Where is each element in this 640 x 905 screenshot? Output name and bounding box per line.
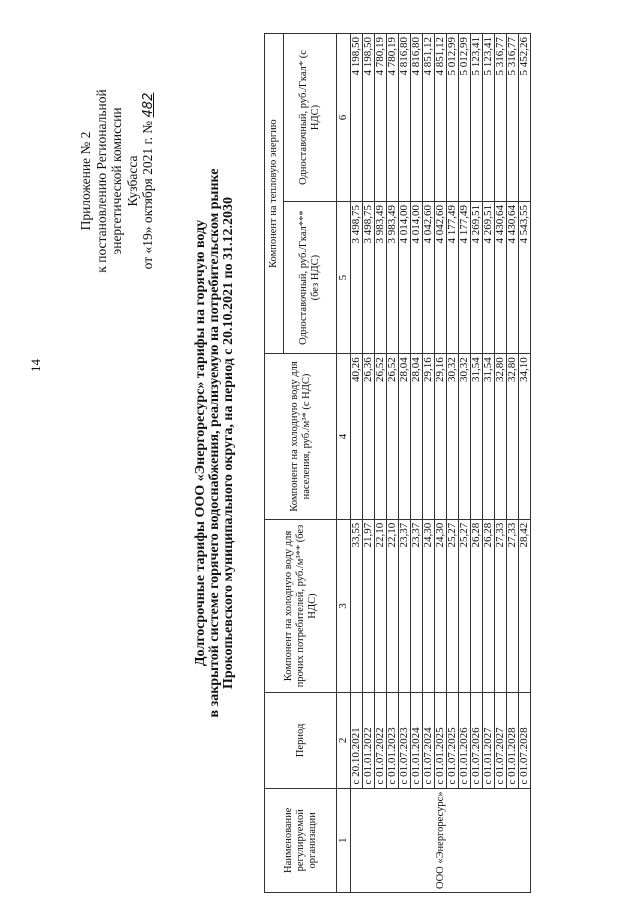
header-heat-group: Компонент на тепловую энергию xyxy=(265,34,284,354)
period-cell: с 01.07.2026 xyxy=(471,693,483,788)
cold-population-cell: 32,80 xyxy=(507,354,519,519)
approval-date-line xyxy=(140,31,157,331)
heat-no-vat-cell: 4 269,51 xyxy=(471,201,483,353)
heat-vat-cell: 5 123,41 xyxy=(483,34,495,202)
heat-vat-cell: 4 780,19 xyxy=(387,34,399,202)
approval-block xyxy=(78,31,157,331)
heat-no-vat-cell: 3 498,75 xyxy=(363,201,375,353)
cold-population-cell: 30,32 xyxy=(459,354,471,519)
heat-vat-cell: 4 851,12 xyxy=(435,34,447,202)
heat-no-vat-cell: 4 430,64 xyxy=(507,201,519,353)
cold-population-cell: 31,54 xyxy=(483,354,495,519)
index-row xyxy=(337,34,351,893)
heat-no-vat-cell: 4 014,00 xyxy=(399,201,411,353)
period-cell: с 01.01.2026 xyxy=(459,693,471,788)
cold-population-cell: 29,16 xyxy=(423,354,435,519)
table-row xyxy=(471,34,483,893)
heat-vat-cell: 4 780,19 xyxy=(375,34,387,202)
index-cell: 6 xyxy=(337,34,351,202)
page-number: 14 xyxy=(28,359,43,372)
heat-vat-cell: 4 851,12 xyxy=(423,34,435,202)
cold-population-cell: 34,10 xyxy=(519,354,531,519)
heat-no-vat-cell: 4 014,00 xyxy=(411,201,423,353)
cold-other-cell: 25,27 xyxy=(447,519,459,693)
header-heat-vat: Одноставочный, руб./Гкал* (с НДС) xyxy=(284,34,337,202)
period-cell: с 01.01.2027 xyxy=(483,693,495,788)
period-cell: с 01.07.2027 xyxy=(495,693,507,788)
heat-vat-cell: 5 123,41 xyxy=(471,34,483,202)
cold-other-cell: 24,30 xyxy=(435,519,447,693)
cold-other-cell: 22,10 xyxy=(375,519,387,693)
cold-other-cell: 26,28 xyxy=(483,519,495,693)
heat-vat-cell: 4 816,80 xyxy=(399,34,411,202)
period-cell: с 01.01.2023 xyxy=(387,693,399,788)
header-period: Период xyxy=(265,693,337,788)
index-cell: 1 xyxy=(337,788,351,892)
table-row xyxy=(435,34,447,893)
header-cold-population: Компонент на холодную воду для населения, руб./м³* (с НДС) xyxy=(265,354,337,519)
heat-vat-cell: 4 816,80 xyxy=(411,34,423,202)
table-body xyxy=(351,34,531,893)
table-row xyxy=(495,34,507,893)
period-cell: с 01.07.2025 xyxy=(447,693,459,788)
cold-other-cell: 27,33 xyxy=(507,519,519,693)
heat-vat-cell: 4 198,50 xyxy=(363,34,375,202)
cold-population-cell: 28,04 xyxy=(399,354,411,519)
table-row xyxy=(519,34,531,893)
cold-population-cell: 30,32 xyxy=(447,354,459,519)
approval-line: к постановлению Региональной xyxy=(93,89,109,273)
rotated-page xyxy=(16,13,616,893)
cold-population-cell: 31,54 xyxy=(471,354,483,519)
title-line: Долгосрочные тарифы ООО «Энергоресурс» тарифы на горячую воду xyxy=(193,219,208,667)
index-cell: 2 xyxy=(337,693,351,788)
heat-no-vat-cell: 3 498,75 xyxy=(351,201,363,353)
heat-vat-cell: 5 316,77 xyxy=(495,34,507,202)
index-cell: 5 xyxy=(337,201,351,353)
approval-line: Приложение № 2 xyxy=(78,131,93,231)
header-heat-no-vat: Одноставочный, руб./Гкал*** (без НДС) xyxy=(284,201,337,353)
table-row xyxy=(387,34,399,893)
document-title xyxy=(194,133,236,753)
period-cell: с 20.10.2021 xyxy=(351,693,363,788)
heat-vat-cell: 5 316,77 xyxy=(507,34,519,202)
index-cell: 4 xyxy=(337,354,351,519)
title-line: в закрытой системе горячего водоснабжения, реализуемую на потребительском рынке xyxy=(207,168,222,718)
approval-date: от «19» октября 2021 г. № xyxy=(140,120,155,270)
cold-population-cell: 26,52 xyxy=(375,354,387,519)
approval-line: энергетической комиссии xyxy=(109,107,124,255)
header-org: Наименование регулируемой организации xyxy=(265,788,337,892)
table-row xyxy=(483,34,495,893)
cold-other-cell: 23,37 xyxy=(399,519,411,693)
org-name-cell: ООО «Энергоресурс» xyxy=(351,788,531,892)
heat-vat-cell: 4 198,50 xyxy=(351,34,363,202)
table-row xyxy=(423,34,435,893)
cold-population-cell: 40,26 xyxy=(351,354,363,519)
table-row xyxy=(399,34,411,893)
table-row xyxy=(411,34,423,893)
table-row xyxy=(507,34,519,893)
cold-other-cell: 21,97 xyxy=(363,519,375,693)
cold-other-cell: 33,55 xyxy=(351,519,363,693)
cold-population-cell: 28,04 xyxy=(411,354,423,519)
heat-no-vat-cell: 4 042,60 xyxy=(423,201,435,353)
cold-other-cell: 28,42 xyxy=(519,519,531,693)
period-cell: с 01.01.2028 xyxy=(507,693,519,788)
heat-vat-cell: 5 012,99 xyxy=(447,34,459,202)
heat-no-vat-cell: 4 042,60 xyxy=(435,201,447,353)
index-cell: 3 xyxy=(337,519,351,693)
cold-other-cell: 22,10 xyxy=(387,519,399,693)
cold-population-cell: 29,16 xyxy=(435,354,447,519)
heat-no-vat-cell: 4 177,49 xyxy=(459,201,471,353)
heat-no-vat-cell: 4 269,51 xyxy=(483,201,495,353)
cold-other-cell: 23,37 xyxy=(411,519,423,693)
period-cell: с 01.01.2022 xyxy=(363,693,375,788)
table-row xyxy=(363,34,375,893)
approval-number: 482 xyxy=(141,92,156,118)
cold-population-cell: 26,52 xyxy=(387,354,399,519)
period-cell: с 01.07.2028 xyxy=(519,693,531,788)
approval-line: Кузбасса xyxy=(124,155,140,207)
heat-no-vat-cell: 3 983,49 xyxy=(387,201,399,353)
table-row xyxy=(459,34,471,893)
tariff-table xyxy=(264,33,531,893)
title-line: Прокопьевского муниципального округа, на период с 20.10.2021 по 31.12.2030 xyxy=(221,196,236,690)
period-cell: с 01.01.2024 xyxy=(411,693,423,788)
period-cell: с 01.07.2022 xyxy=(375,693,387,788)
period-cell: с 01.01.2025 xyxy=(435,693,447,788)
heat-no-vat-cell: 4 543,55 xyxy=(519,201,531,353)
cold-other-cell: 25,27 xyxy=(459,519,471,693)
cold-other-cell: 27,33 xyxy=(495,519,507,693)
cold-population-cell: 32,80 xyxy=(495,354,507,519)
cold-other-cell: 26,28 xyxy=(471,519,483,693)
heat-no-vat-cell: 4 430,64 xyxy=(495,201,507,353)
table-row xyxy=(351,34,363,893)
table-row xyxy=(375,34,387,893)
heat-no-vat-cell: 4 177,49 xyxy=(447,201,459,353)
period-cell: с 01.07.2023 xyxy=(399,693,411,788)
period-cell: с 01.07.2024 xyxy=(423,693,435,788)
table-row xyxy=(447,34,459,893)
header-cold-other: Компонент на холодную воду для прочих потребителей, руб./м³** (без НДС) xyxy=(265,519,337,693)
header-row xyxy=(265,34,284,893)
cold-other-cell: 24,30 xyxy=(423,519,435,693)
cold-population-cell: 26,36 xyxy=(363,354,375,519)
heat-no-vat-cell: 3 983,49 xyxy=(375,201,387,353)
heat-vat-cell: 5 452,26 xyxy=(519,34,531,202)
heat-vat-cell: 5 012,99 xyxy=(459,34,471,202)
